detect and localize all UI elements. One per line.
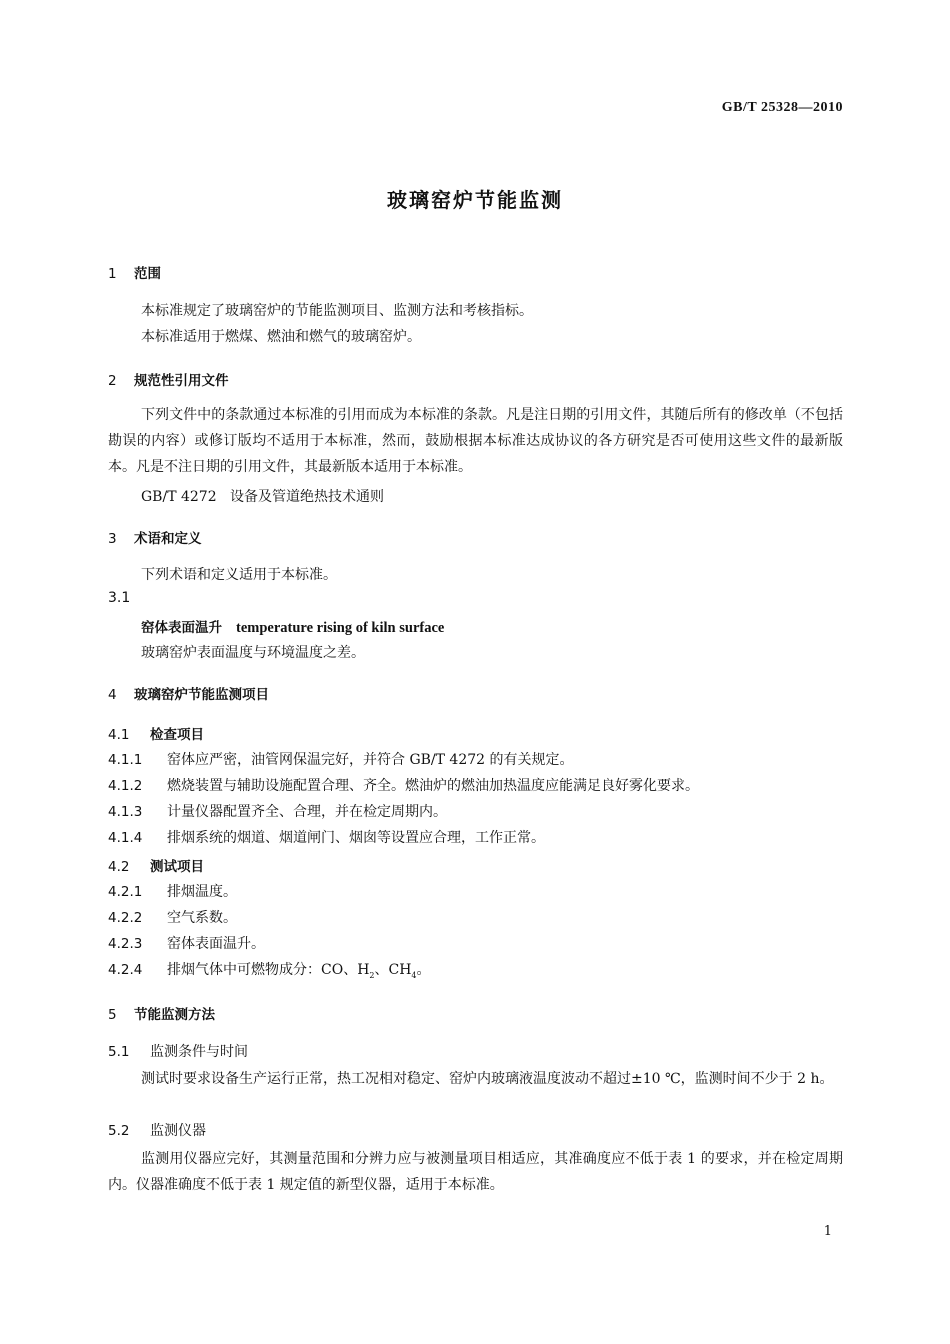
reference-title: 设备及管道绝热技术通则 bbox=[229, 489, 384, 505]
section-3-paragraph: 下列术语和定义适用于本标准。 bbox=[141, 567, 337, 583]
section-title: 规范性引用文件 bbox=[134, 373, 229, 389]
item-text: 排烟系统的烟道、烟道闸门、烟囱等设置应合理，工作正常。 bbox=[167, 830, 545, 846]
section-1-paragraph-1: 本标准规定了玻璃窑炉的节能监测项目、监测方法和考核指标。 bbox=[141, 303, 533, 319]
section-2-heading bbox=[108, 369, 229, 389]
section-number: 4 bbox=[108, 687, 117, 703]
item-text: 窑体应严密，油管网保温完好，并符合 GB/T 4272 的有关规定。 bbox=[167, 752, 574, 768]
section-number: 5 bbox=[108, 1007, 117, 1023]
subsection-4-1-heading bbox=[108, 723, 204, 743]
item-text: 排烟气体中可燃物成分：CO、$H_2$、$CH_4$。 bbox=[167, 962, 431, 980]
section-title: 术语和定义 bbox=[134, 531, 202, 547]
section-4-heading bbox=[108, 683, 269, 703]
document-title: 玻璃窑炉节能监测 bbox=[387, 188, 563, 212]
section-number: 3 bbox=[108, 531, 117, 547]
item-number: 4.2.1 bbox=[108, 884, 143, 900]
reference-code: GB/T 4272 bbox=[141, 489, 217, 505]
subsection-number: 4.1 bbox=[108, 727, 130, 743]
item-number: 4.1.3 bbox=[108, 804, 143, 820]
item-text: 燃烧装置与辅助设施配置合理、齐全。燃油炉的燃油加热温度应能满足良好雾化要求。 bbox=[167, 778, 699, 794]
subsection-number: 5.2 bbox=[108, 1123, 130, 1139]
subsection-title: 检查项目 bbox=[150, 727, 204, 743]
subsection-title: 监测仪器 bbox=[150, 1123, 206, 1139]
item-number: 4.1.4 bbox=[108, 830, 143, 846]
section-1-paragraph-2: 本标准适用于燃煤、燃油和燃气的玻璃窑炉。 bbox=[141, 329, 421, 345]
list-item bbox=[108, 907, 237, 927]
list-item bbox=[108, 881, 237, 901]
section-5-heading bbox=[108, 1003, 215, 1023]
section-3-heading bbox=[108, 527, 202, 547]
subsection-number: 4.2 bbox=[108, 859, 130, 875]
list-item bbox=[108, 959, 431, 980]
section-5-1-paragraph: 测试时要求设备生产运行正常，热工况相对稳定、窑炉内玻璃液温度波动不超过±10 ℃，监测时间不少于 2 h。 bbox=[141, 1071, 834, 1087]
subsection-title: 监测条件与时间 bbox=[150, 1044, 248, 1060]
section-2-paragraph: 下列文件中的条款通过本标准的引用而成为本标准的条款。凡是注日期的引用文件，其随后所有的修改单（不包括勘误的内容）或修订版均不适用于本标准，然而，鼓励根据本标准达成协议的各方研究是否可使用这些文件的最新版本。凡是不注日期的引用文件，其最新版本适用于本标准。 bbox=[108, 407, 843, 475]
item-text: 窑体表面温升。 bbox=[167, 936, 265, 952]
item-number: 4.2.3 bbox=[108, 936, 143, 952]
section-title: 玻璃窑炉节能监测项目 bbox=[134, 687, 269, 703]
standard-code-header: GB/T 25328—2010 bbox=[721, 100, 843, 115]
section-title: 范围 bbox=[134, 266, 161, 282]
item-text: 空气系数。 bbox=[167, 910, 237, 926]
term-chinese: 窑体表面温升 bbox=[141, 620, 222, 636]
subscript: 2 bbox=[369, 970, 375, 980]
list-item bbox=[108, 749, 574, 769]
item-number: 4.2.4 bbox=[108, 962, 143, 978]
term-english: temperature rising of kiln surface bbox=[236, 620, 445, 636]
term-entry bbox=[141, 616, 444, 637]
section-5-2-paragraph: 监测用仪器应完好，其测量范围和分辨力应与被测量项目相适应，其准确度应不低于表 1 的要求，并在检定周期内。仪器准确度不低于表 1 规定值的新型仪器，适用于本标准。 bbox=[108, 1151, 843, 1193]
item-text: 计量仪器配置齐全、合理，并在检定周期内。 bbox=[167, 804, 447, 820]
term-definition: 玻璃窑炉表面温度与环境温度之差。 bbox=[141, 645, 365, 661]
subscript: 4 bbox=[411, 970, 417, 980]
subsection-5-1-heading bbox=[108, 1041, 248, 1061]
item-number: 4.1.1 bbox=[108, 752, 143, 768]
item-number: 4.2.2 bbox=[108, 910, 143, 926]
section-number: 1 bbox=[108, 266, 117, 282]
list-item bbox=[108, 801, 447, 821]
list-item bbox=[108, 775, 699, 795]
item-number: 4.1.2 bbox=[108, 778, 143, 794]
subsection-4-2-heading bbox=[108, 855, 204, 875]
normative-reference bbox=[108, 484, 843, 510]
section-1-heading bbox=[108, 262, 161, 282]
subsection-title: 测试项目 bbox=[150, 859, 204, 875]
subsection-number: 5.1 bbox=[108, 1044, 130, 1060]
item-text: 排烟温度。 bbox=[167, 884, 237, 900]
page-number: 1 bbox=[823, 1224, 832, 1239]
section-title: 节能监测方法 bbox=[134, 1007, 215, 1023]
list-item bbox=[108, 827, 545, 847]
subsection-5-2-heading bbox=[108, 1120, 206, 1140]
clause-3-1-number: 3.1 bbox=[108, 590, 131, 606]
section-number: 2 bbox=[108, 373, 117, 389]
list-item bbox=[108, 933, 265, 953]
